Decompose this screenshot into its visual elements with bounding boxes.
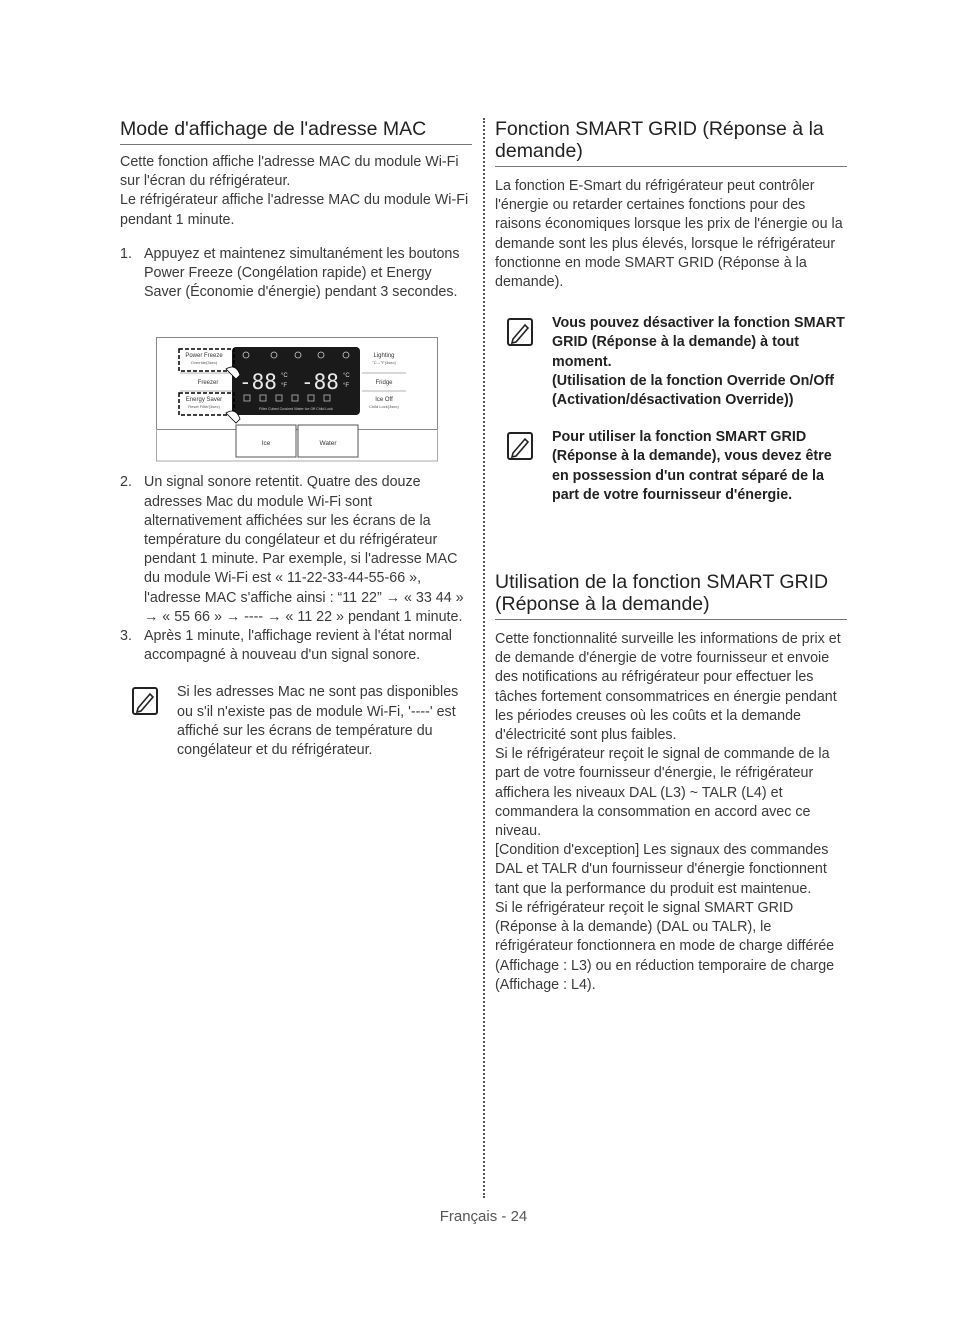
note-pencil-icon	[507, 432, 533, 460]
ice-off-label: Ice Off	[375, 397, 393, 404]
control-panel-diagram	[156, 337, 438, 463]
note-1-line-a: Vous pouvez désactiver la fonction SMART GRID (Réponse à la demande) à tout moment.	[552, 315, 845, 370]
mac-note-text: Si les adresses Mac ne sont pas disponibles ou s'il n'existe pas de module Wi-Fi, '----' est affiché sur les écrans de température du congélateur et du réfrigérateur.	[177, 684, 459, 759]
control-panel-illustration	[156, 337, 438, 463]
smart-grid-intro: La fonction E-Smart du réfrigérateur peut contrôler l'énergie ou retarder certaines fonctions pour des raisons économiques lorsque les prix de l'énergie ou la demande sont les plus élevés, lorsque le réfrigérateur fonctionne en mode SMART GRID (Réponse à la demande).	[495, 178, 843, 291]
water-label: Water	[319, 440, 337, 448]
mac-steps-list-2	[120, 473, 472, 665]
mac-intro-1: Cette fonction affiche l'adresse MAC du module Wi-Fi sur l'écran du réfrigérateur.	[120, 154, 459, 190]
usage-para-1: Cette fonctionnalité surveille les informations de prix et de demande d'énergie de votre fournisseur et envoie des notifications au réfrigérateur pour effectuer les tâches fortement consommatrices en énergie pendant les périodes creuses où les coûts et la demande d'électricité sont plus faibles.	[495, 631, 841, 744]
svg-text:°C: °C	[343, 373, 350, 380]
smart-grid-note-1	[495, 314, 847, 410]
smart-grid-usage-section	[495, 571, 847, 995]
page-footer: Français - 24	[439, 1208, 528, 1225]
energy-saver-sub: Reset Filter(3sec)	[188, 404, 220, 410]
smart-grid-title: Fonction SMART GRID (Réponse à la demande)	[495, 118, 847, 167]
step-1-text: Appuyez et maintenez simultanément les boutons Power Freeze (Congélation rapide) et Energy Saver (Économie d'énergie) pendant 3 secondes.	[144, 245, 460, 301]
note-1-line-b: (Utilisation de la fonction Override On/Off (Activation/désactivation Override))	[552, 372, 834, 409]
step-2-text: Un signal sonore retentit. Quatre des douze adresses Mac du module Wi-Fi sont alternativement affichées sur les écrans de la température du congélateur et du réfrigérateur pendant 1 minute. Par exemple, si l'adresse MAC du module Wi-Fi est « 11-22-33-44-55-66 », l'adresse MAC s'affiche ainsi : “11 22” → « 33 44 » → « 55 66 » → ---- → « 11 22 » pendant 1 minute.	[144, 474, 464, 625]
smart-grid-usage-title: Utilisation de la fonction SMART GRID (Réponse à la demande)	[495, 571, 847, 620]
step-3-number: 3.	[120, 628, 132, 645]
mac-section-title: Mode d'affichage de l'adresse MAC	[120, 118, 472, 145]
freezer-label: Freezer	[197, 380, 219, 387]
svg-text:°F: °F	[343, 383, 350, 390]
smart-grid-note-2	[495, 428, 847, 505]
display-bottom-labels: Filter Cubed Crushed Water Ice Off Child Lock	[259, 407, 333, 412]
note-2-text: Pour utiliser la fonction SMART GRID (Réponse à la demande), vous devez être en possession d'un contrat séparé de la part de votre fournisseur d'énergie.	[552, 429, 832, 503]
fridge-label: Fridge	[375, 380, 393, 387]
mac-intro-2: Le réfrigérateur affiche l'adresse MAC du module Wi-Fi pendant 1 minute.	[120, 192, 469, 228]
svg-text:Child Lock(3sec): Child Lock(3sec)	[369, 404, 399, 410]
ice-label: Ice	[261, 440, 271, 448]
usage-para-3: [Condition d'exception] Les signaux des commandes DAL et TALR d'un fournisseur d'énergie fonctionnent tant que la performance du produit est maintenue.	[495, 842, 829, 897]
step-1-number: 1.	[120, 245, 132, 262]
mac-steps-list	[120, 245, 472, 303]
svg-text:°C↔°F(3sec): °C↔°F(3sec)	[372, 360, 396, 366]
energy-saver-label: Energy Saver	[185, 397, 223, 404]
lighting-label: Lighting	[373, 353, 395, 360]
left-column	[120, 118, 472, 760]
step-1	[120, 245, 472, 303]
note-pencil-icon	[507, 318, 533, 346]
column-divider	[483, 118, 485, 1198]
freezer-temp-digits: -88	[239, 370, 277, 395]
right-column	[495, 118, 847, 995]
usage-para-4: Si le réfrigérateur reçoit le signal SMART GRID (Réponse à la demande) (DAL ou TALR), le réfrigérateur fonctionnera en mode de charge différée (Affichage : L3) ou en réduction temporaire de charge (Affichage : L4).	[495, 899, 835, 993]
power-freeze-label: Power Freeze	[185, 353, 223, 360]
note-pencil-icon	[132, 687, 158, 715]
step-2-number: 2.	[120, 474, 132, 491]
step-2	[120, 473, 472, 627]
mac-note	[120, 683, 472, 760]
fridge-temp-digits: -88	[301, 370, 339, 395]
power-freeze-sub: Override(3sec)	[190, 360, 218, 366]
svg-text:°F: °F	[281, 383, 288, 390]
step-3	[120, 627, 472, 665]
usage-para-2: Si le réfrigérateur reçoit le signal de commande de la part de votre fournisseur d'énergie, le réfrigérateur affichera les niveaux DAL (L3) ~ TALR (L4) et commandera la consommation en accord avec ce niveau.	[495, 746, 830, 840]
step-3-text: Après 1 minute, l'affichage revient à l'état normal accompagné à nouveau d'un signal sonore.	[144, 628, 452, 664]
svg-text:°C: °C	[281, 373, 288, 380]
